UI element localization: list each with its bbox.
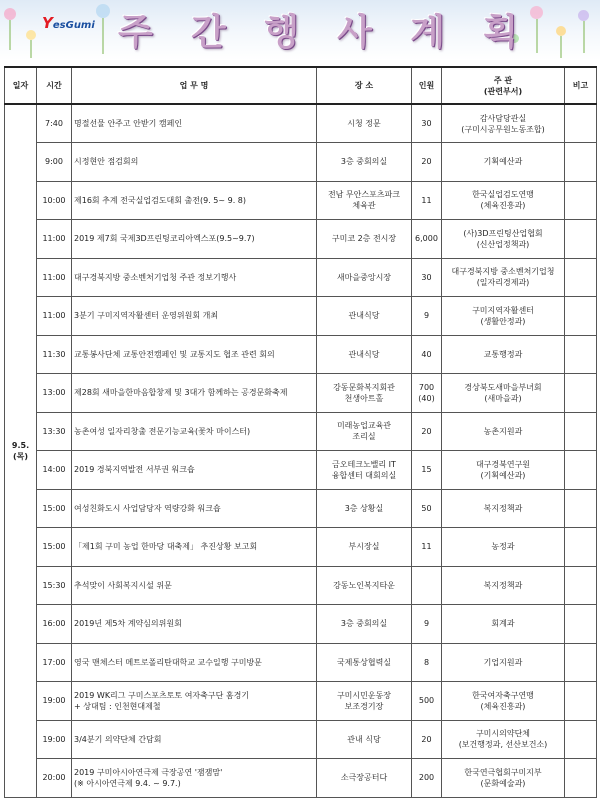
task-cell xyxy=(72,258,317,297)
people-cell xyxy=(412,566,442,605)
people-cell xyxy=(412,258,442,297)
task-cell xyxy=(72,374,317,413)
time-cell: 13:00 xyxy=(37,374,72,413)
task-cell-line: 대구경북지방 중소벤처기업청 주관 정보기행사 xyxy=(74,272,237,282)
time-cell: 11:00 xyxy=(37,220,72,259)
host-cell xyxy=(442,374,565,413)
place-cell xyxy=(317,759,412,798)
table-row xyxy=(5,489,597,528)
place-cell xyxy=(317,720,412,759)
place-cell xyxy=(317,412,412,451)
people-cell xyxy=(412,759,442,798)
task-cell-line: 추석맞이 사회복지시설 위문 xyxy=(74,580,172,590)
place-cell xyxy=(317,374,412,413)
table-row xyxy=(5,605,597,644)
place-cell xyxy=(317,605,412,644)
people-cell-line: 20 xyxy=(421,426,432,436)
task-cell xyxy=(72,451,317,490)
table-row xyxy=(5,643,597,682)
task-cell xyxy=(72,489,317,528)
place-cell xyxy=(317,220,412,259)
people-cell-line: 30 xyxy=(421,272,432,282)
place-cell-line: 미래농업교육관 xyxy=(336,421,392,431)
col-header-note: 비고 xyxy=(565,67,597,104)
task-cell-line: 3분기 구미지역자활센터 운영위원회 개최 xyxy=(74,311,219,321)
host-cell-line: 한국여자축구연맹 xyxy=(472,690,534,700)
host-cell xyxy=(442,412,565,451)
task-cell xyxy=(72,643,317,682)
schedule-table xyxy=(4,66,597,798)
logo-text: esGumi xyxy=(52,20,95,31)
task-cell-line: 영국 맨체스터 메트로폴리탄대학교 교수일행 구미방문 xyxy=(74,657,262,667)
place-cell xyxy=(317,682,412,721)
note-cell xyxy=(565,297,597,336)
time-cell: 19:00 xyxy=(37,720,72,759)
time-cell: 15:00 xyxy=(37,528,72,567)
place-cell-line: 구미코 2층 전시장 xyxy=(331,234,397,244)
note-cell xyxy=(565,528,597,567)
host-cell xyxy=(442,181,565,220)
note-cell xyxy=(565,489,597,528)
host-cell xyxy=(442,528,565,567)
time-cell: 19:00 xyxy=(37,682,72,721)
task-cell xyxy=(72,720,317,759)
col-header-time: 시간 xyxy=(37,67,72,104)
people-cell xyxy=(412,143,442,182)
title-char: 행 xyxy=(264,11,299,53)
task-cell-line: 「제1회 구미 농업 한마당 대축제」 추진상황 보고회 xyxy=(74,542,258,552)
place-cell-line: 3층 중회의실 xyxy=(340,619,388,629)
place-cell-line: 시청 정문 xyxy=(347,119,381,128)
people-cell xyxy=(412,489,442,528)
table-row xyxy=(5,143,597,182)
table-row xyxy=(5,412,597,451)
note-cell xyxy=(565,412,597,451)
people-cell xyxy=(412,412,442,451)
place-cell-line: 3층 중회의실 xyxy=(340,157,388,167)
host-cell xyxy=(442,605,565,644)
host-cell-line: 경상북도새마을부녀회 xyxy=(464,382,542,392)
task-cell xyxy=(72,528,317,567)
task-cell-line: 농촌여성 일자리창출 전문기능교육(꽃차 마이스터) xyxy=(74,426,251,436)
note-cell xyxy=(565,220,597,259)
place-cell xyxy=(317,181,412,220)
title-char: 주 xyxy=(118,11,153,53)
task-cell xyxy=(72,181,317,220)
host-cell-line: 복지정책과 xyxy=(483,580,523,590)
task-cell-line: 교통봉사단체 교통안전캠페인 및 교통지도 협조 관련 회의 xyxy=(74,349,275,359)
place-cell xyxy=(317,566,412,605)
host-cell-line: 농촌지원과 xyxy=(483,426,523,436)
people-cell xyxy=(412,643,442,682)
yesgumi-logo: YesGumi xyxy=(42,14,95,32)
title-char: 간 xyxy=(191,11,226,53)
time-cell: 11:00 xyxy=(37,258,72,297)
table-row xyxy=(5,566,597,605)
note-cell xyxy=(565,720,597,759)
note-cell xyxy=(565,374,597,413)
place-cell-line: 천생아트홀 xyxy=(344,393,384,403)
note-cell xyxy=(565,566,597,605)
task-cell xyxy=(72,220,317,259)
time-cell: 9:00 xyxy=(37,143,72,182)
date-day: 9.5. xyxy=(11,440,30,450)
table-row xyxy=(5,759,597,798)
host-cell-line: 기업지원과 xyxy=(483,657,523,667)
place-cell-line: 강동문화복지회관 xyxy=(333,382,395,392)
host-cell-line: 한국연극협회구미지부 xyxy=(464,767,542,777)
host-cell xyxy=(442,220,565,259)
task-cell-line: 2019 제7회 국제3D프린팅코리아엑스포(9.5~9.7) xyxy=(74,234,255,244)
place-cell-line: 보조경기장 xyxy=(344,701,384,711)
people-cell xyxy=(412,297,442,336)
task-cell-line: 명절선물 안주고 안받기 캠페인 xyxy=(74,119,183,128)
place-cell xyxy=(317,528,412,567)
host-cell-line: 구미시의약단체 xyxy=(475,729,531,739)
table-row xyxy=(5,104,597,143)
host-cell-line: (보건행정과, 선산보건소) xyxy=(458,740,548,750)
place-cell xyxy=(317,335,412,374)
title-char: 획 xyxy=(483,11,518,53)
time-cell: 15:00 xyxy=(37,489,72,528)
note-cell xyxy=(565,643,597,682)
host-cell-line: 교통행정과 xyxy=(483,349,523,359)
table-row xyxy=(5,374,597,413)
col-header-task: 업 무 명 xyxy=(72,67,317,104)
host-cell-line: 농정과 xyxy=(491,542,515,552)
title-char: 계 xyxy=(410,11,445,53)
host-cell-line: (신산업정책과) xyxy=(476,239,530,249)
people-cell xyxy=(412,335,442,374)
people-cell xyxy=(412,720,442,759)
host-cell-line: (일자리경제과) xyxy=(476,278,530,288)
people-cell xyxy=(412,682,442,721)
task-cell-line: 시정현안 점검회의 xyxy=(74,157,139,167)
task-cell-line: 2019 구미아시아연극제 극장공연 '잼잼맘' xyxy=(74,767,223,777)
note-cell xyxy=(565,258,597,297)
note-cell xyxy=(565,605,597,644)
host-cell-line: 한국실업검도연맹 xyxy=(472,190,534,200)
place-cell-line: 3층 상황실 xyxy=(344,503,384,513)
task-cell xyxy=(72,335,317,374)
task-cell-line: + 상대팀 : 인천현대제철 xyxy=(74,701,161,711)
people-cell-line: (40) xyxy=(418,393,435,403)
time-cell: 14:00 xyxy=(37,451,72,490)
col-header-host xyxy=(442,67,565,104)
note-cell xyxy=(565,759,597,798)
date-weekday: (목) xyxy=(12,451,29,461)
task-cell xyxy=(72,143,317,182)
table-row xyxy=(5,720,597,759)
host-cell-line: 감사담당관실 xyxy=(479,113,527,123)
people-cell-line: 20 xyxy=(421,157,432,167)
people-cell-line: 50 xyxy=(421,503,432,513)
host-cell xyxy=(442,643,565,682)
table-row xyxy=(5,220,597,259)
place-cell xyxy=(317,258,412,297)
note-cell xyxy=(565,451,597,490)
table-row xyxy=(5,297,597,336)
col-header-date: 일자 xyxy=(5,67,37,104)
task-cell-line: 2019 경북지역발전 서부권 워크숍 xyxy=(74,465,195,475)
people-cell xyxy=(412,374,442,413)
task-cell-line: 2019 WK리그 구미스포츠토토 여자축구단 홈경기 xyxy=(74,690,250,700)
people-cell-line: 20 xyxy=(421,734,432,744)
place-cell-line: 조리실 xyxy=(352,432,376,442)
people-cell-line: 6,000 xyxy=(415,234,438,244)
time-cell: 20:00 xyxy=(37,759,72,798)
place-cell-line: 융합센터 대회의실 xyxy=(331,470,397,480)
host-cell xyxy=(442,104,565,143)
place-cell-line: 전남 무안스포츠파크 xyxy=(327,190,401,200)
host-cell xyxy=(442,759,565,798)
host-cell xyxy=(442,566,565,605)
people-cell xyxy=(412,528,442,567)
note-cell xyxy=(565,104,597,143)
col-header-people: 인원 xyxy=(412,67,442,104)
task-cell xyxy=(72,759,317,798)
title-char: 사 xyxy=(337,11,372,53)
task-cell xyxy=(72,104,317,143)
time-cell: 10:00 xyxy=(37,181,72,220)
task-cell xyxy=(72,682,317,721)
host-cell-line: (기획예산과) xyxy=(480,470,526,480)
place-cell xyxy=(317,451,412,490)
note-cell xyxy=(565,181,597,220)
host-cell-line: (새마을과) xyxy=(484,393,522,403)
page-title xyxy=(118,6,518,52)
host-cell xyxy=(442,258,565,297)
host-cell xyxy=(442,720,565,759)
people-cell xyxy=(412,220,442,259)
place-cell-line: 강동노인복지타운 xyxy=(333,580,395,590)
people-cell xyxy=(412,181,442,220)
place-cell-line: 구미시민운동장 xyxy=(336,690,392,700)
task-cell-line: (※ 아시아연극제 9.4. ~ 9.7.) xyxy=(74,778,181,788)
col-header-host-main: 주 관 xyxy=(493,75,513,85)
place-cell-line: 관내 식당 xyxy=(347,734,381,744)
task-cell-line: 2019년 제5차 계약심의위원회 xyxy=(74,619,182,629)
place-cell-line: 체육관 xyxy=(352,201,376,211)
people-cell-line: 11 xyxy=(421,195,432,205)
col-header-host-sub: (관련부서) xyxy=(483,86,523,96)
place-cell xyxy=(317,643,412,682)
task-cell-line: 제28회 새마을한마음합창제 및 3대가 함께하는 공경문화축제 xyxy=(74,388,288,398)
people-cell-line: 9 xyxy=(423,311,430,321)
people-cell-line: 11 xyxy=(421,542,432,552)
time-cell: 11:00 xyxy=(37,297,72,336)
host-cell xyxy=(442,297,565,336)
time-cell: 11:30 xyxy=(37,335,72,374)
date-cell xyxy=(5,104,37,797)
host-cell-line: (사)3D프린팅산업협회 xyxy=(463,228,543,238)
host-cell-line: (체육진흥과) xyxy=(480,201,526,211)
table-row xyxy=(5,451,597,490)
time-cell: 15:30 xyxy=(37,566,72,605)
task-cell xyxy=(72,605,317,644)
host-cell-line: (문화예술과) xyxy=(480,778,526,788)
place-cell-line: 관내식당 xyxy=(348,349,380,359)
table-header-row xyxy=(5,67,597,104)
host-cell xyxy=(442,451,565,490)
people-cell-line: 30 xyxy=(421,119,432,128)
col-header-place: 장 소 xyxy=(317,67,412,104)
task-cell-line: 3/4분기 의약단체 간담회 xyxy=(74,734,162,744)
place-cell-line: 새마을중앙시장 xyxy=(336,272,392,282)
table-row xyxy=(5,181,597,220)
people-cell xyxy=(412,451,442,490)
place-cell-line: 국제통상협력실 xyxy=(336,657,392,667)
host-cell-line: 복지정책과 xyxy=(483,503,523,513)
host-cell xyxy=(442,143,565,182)
table-row xyxy=(5,682,597,721)
people-cell-line: 500 xyxy=(418,696,435,706)
place-cell-line: 관내식당 xyxy=(348,311,380,321)
place-cell xyxy=(317,489,412,528)
task-cell xyxy=(72,297,317,336)
host-cell-line: (체육진흥과) xyxy=(480,701,526,711)
header-banner xyxy=(0,0,600,60)
task-cell-line: 여성친화도시 사업담당자 역량강화 워크숍 xyxy=(74,503,221,513)
note-cell xyxy=(565,143,597,182)
host-cell xyxy=(442,335,565,374)
place-cell-line: 금오테크노밸리 IT xyxy=(332,459,396,469)
time-cell: 17:00 xyxy=(37,643,72,682)
table-row xyxy=(5,528,597,567)
host-cell-line: 기획예산과 xyxy=(483,157,523,167)
place-cell-line: 소극장공터다 xyxy=(340,773,388,783)
task-cell xyxy=(72,412,317,451)
host-cell-line: 회계과 xyxy=(491,619,515,629)
people-cell-line: 200 xyxy=(418,773,435,783)
place-cell xyxy=(317,297,412,336)
people-cell-line: 40 xyxy=(421,349,432,359)
time-cell: 7:40 xyxy=(37,104,72,143)
table-row xyxy=(5,335,597,374)
note-cell xyxy=(565,682,597,721)
task-cell-line: 제16회 추계 전국실업검도대회 출전(9. 5~ 9. 8) xyxy=(74,195,247,205)
table-row xyxy=(5,258,597,297)
host-cell-line: 구미지역자활센터 xyxy=(472,305,534,315)
host-cell xyxy=(442,682,565,721)
time-cell: 13:30 xyxy=(37,412,72,451)
place-cell-line: 부시장실 xyxy=(348,542,380,552)
note-cell xyxy=(565,335,597,374)
host-cell-line: 대구경북지방 중소벤처기업청 xyxy=(451,267,555,277)
place-cell xyxy=(317,143,412,182)
time-cell: 16:00 xyxy=(37,605,72,644)
host-cell-line: (구미시공무원노동조합) xyxy=(461,124,545,134)
task-cell xyxy=(72,566,317,605)
people-cell xyxy=(412,605,442,644)
place-cell xyxy=(317,104,412,143)
people-cell xyxy=(412,104,442,143)
people-cell-line: 700 xyxy=(418,382,435,392)
host-cell-line: 대구경북연구원 xyxy=(475,459,531,469)
host-cell xyxy=(442,489,565,528)
people-cell-line: 15 xyxy=(421,465,432,475)
people-cell-line: 8 xyxy=(423,657,430,667)
host-cell-line: (생활안정과) xyxy=(480,316,526,326)
people-cell-line: 9 xyxy=(423,619,430,629)
